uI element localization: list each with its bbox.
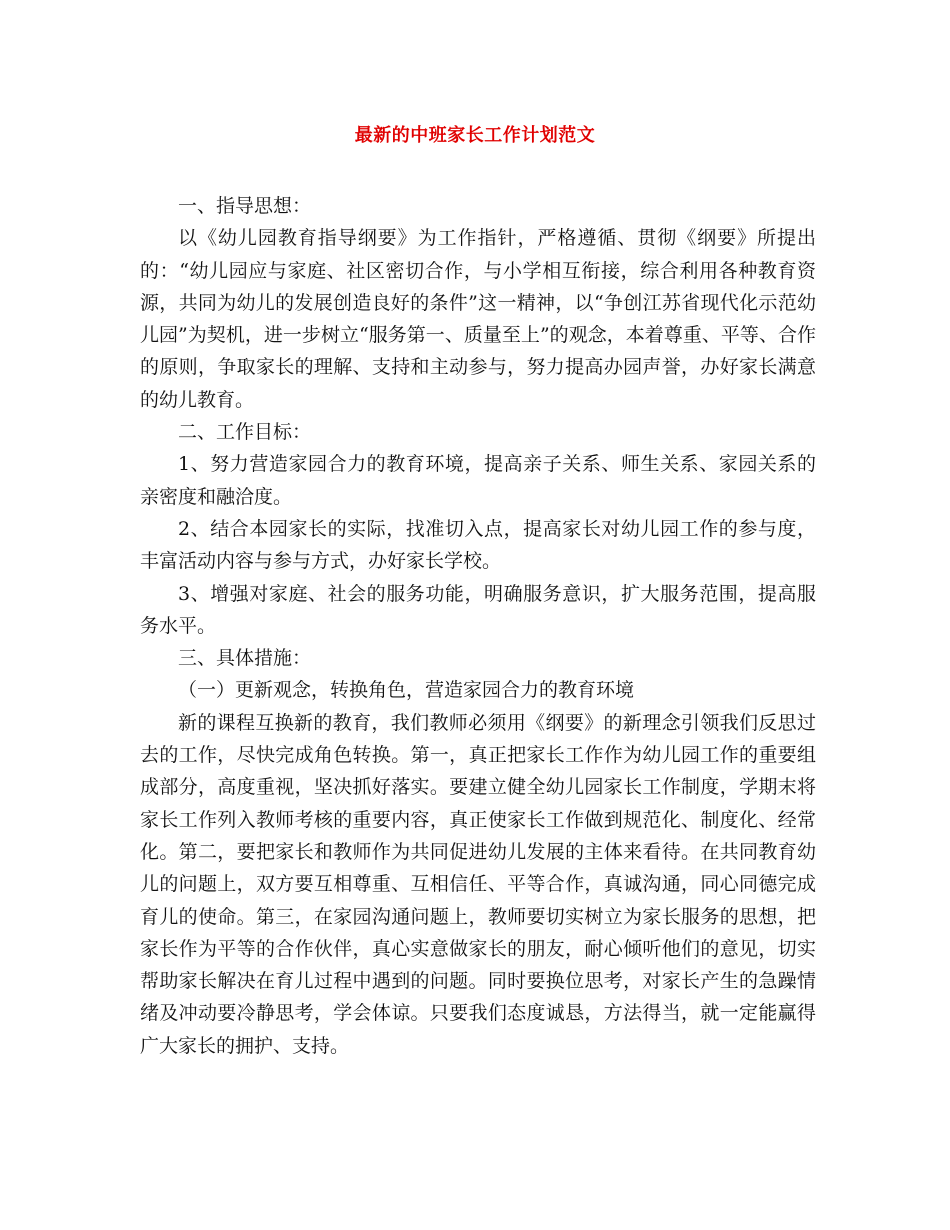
subsection-heading-1: （一）更新观念，转换角色，营造家园合力的教育环境 — [178, 679, 635, 702]
section-heading-guiding-ideology: 一、指导思想： — [178, 195, 312, 217]
section-heading-work-goals: 二、工作目标： — [178, 421, 312, 444]
section-heading-measures: 三、具体措施： — [178, 647, 312, 670]
paragraph-goal-2: 2、结合本园家长的实际，找准切入点，提高家长对幼儿园工作的参与度，丰富活动内容与参与方式，办好家长学校。 — [140, 517, 816, 573]
paragraph-goal-1: 1、努力营造家园合力的教育环境，提高亲子关系、师生关系、家园关系的亲密度和融洽度。 — [140, 453, 816, 508]
document-body — [140, 190, 816, 1062]
document-title: 最新的中班家长工作计划范文 — [354, 125, 596, 146]
paragraph-measures-1: 新的课程互换新的教育，我们教师必须用《纲要》的新理念引领我们反思过去的工作，尽快完成角色转换。第一，真正把家长工作作为幼儿园工作的重要组成部分，高度重视，坚决抓好落实。要建立健全幼儿园家长工作制度，学期末将家长工作列入教师考核的重要内容，真正使家长工作做到规范化、制度化、经常化。第二，要把家长和教师作为共同促进幼儿发展的主体来看待。在共同教育幼儿的问题上，双方要互相尊重、互相信任、平等合作，真诚沟通，同心同德完成育儿的使命。第三，在家园沟通问题上，教师要切实树立为家长服务的思想，把家长作为平等的合作伙伴，真心实意做家长的朋友，耐心倾听他们的意见，切实帮助家长解决在育儿过程中遇到的问题。同时要换位思考，对家长产生的急躁情绪及冲动要冷静思考，学会体谅。只要我们态度诚恳，方法得当，就一定能赢得广大家长的拥护、支持。 — [140, 711, 816, 1057]
paragraph-goal-3: 3、增强对家庭、社会的服务功能，明确服务意识，扩大服务范围，提高服务水平。 — [140, 582, 816, 637]
paragraph-guiding-ideology: 以《幼儿园教育指导纲要》为工作指针，严格遵循、贯彻《纲要》所提出的：“幼儿园应与家庭、社区密切合作，与小学相互衔接，综合利用各种教育资源，共同为幼儿的发展创造良好的条件”这一精神，以“争创江苏省现代化示范幼儿园”为契机，进一步树立“服务第一、质量至上”的观念，本着尊重、平等、合作的原则，争取家长的理解、支持和主动参与，努力提高办园声誉，办好家长满意的幼儿教育。 — [140, 227, 816, 411]
